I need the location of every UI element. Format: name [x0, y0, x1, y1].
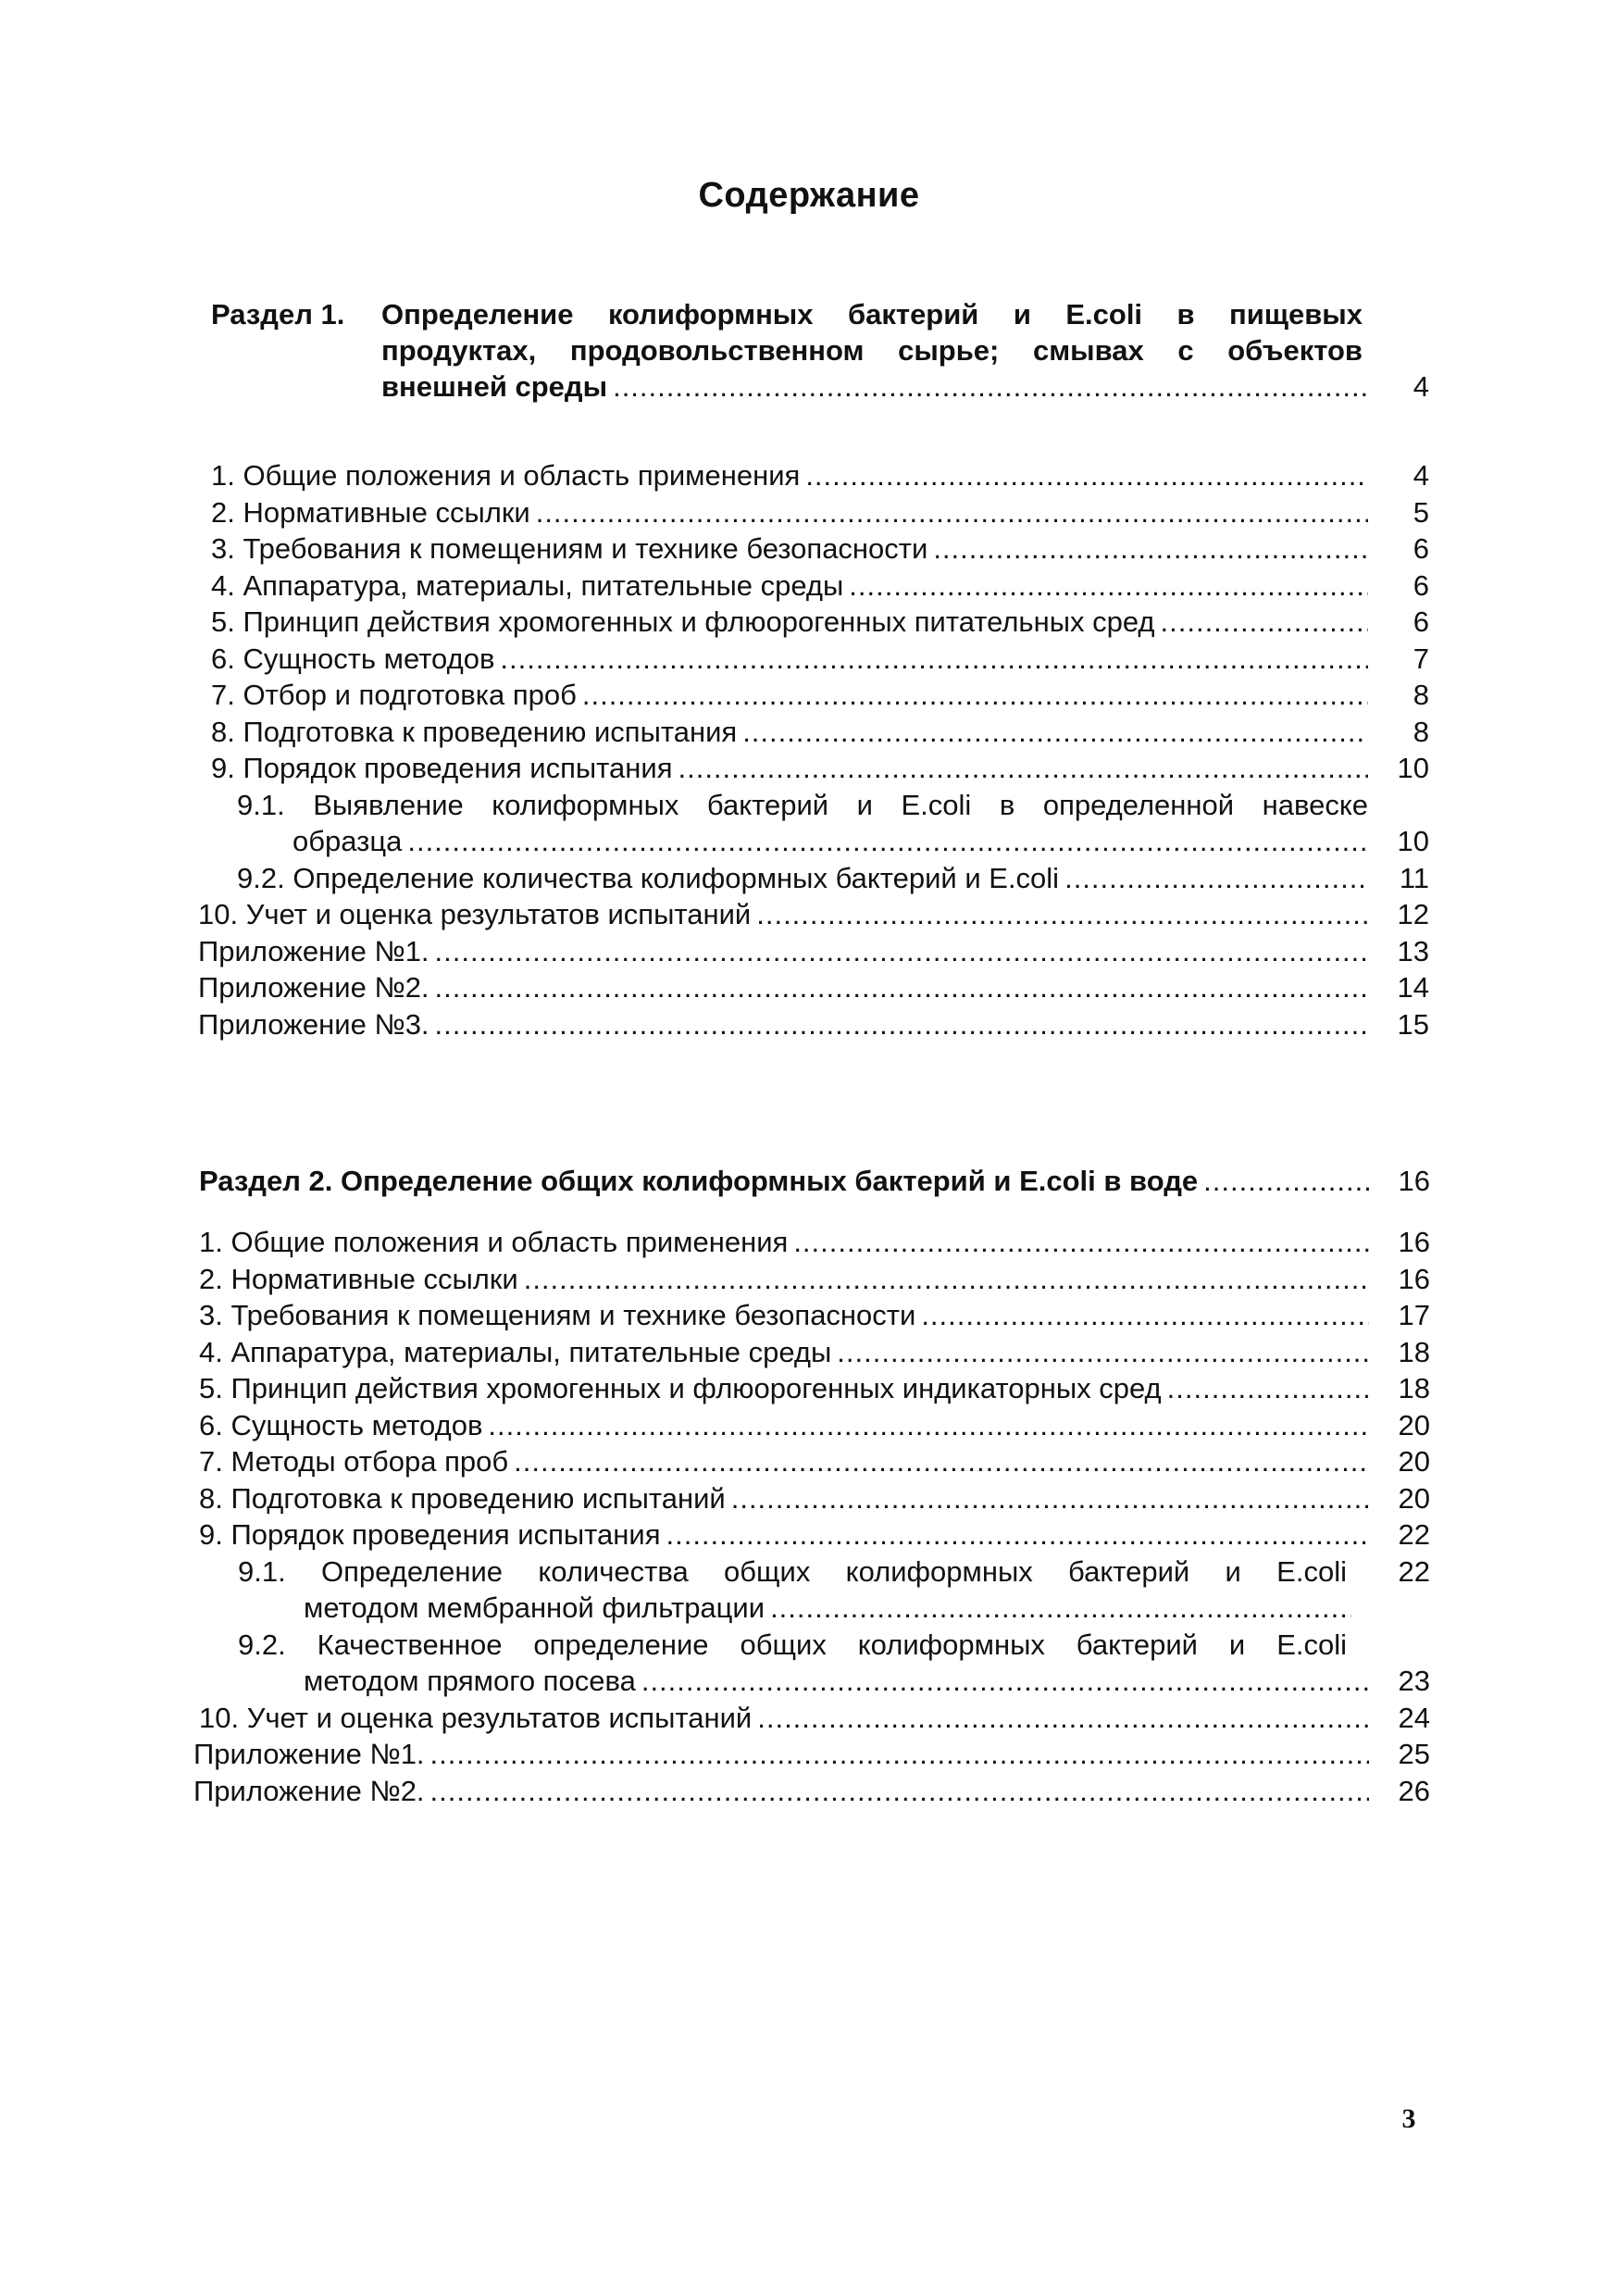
toc-entry-page: 11 [1399, 861, 1429, 894]
dot-leader [524, 1263, 1369, 1296]
toc-entry-page: 10 [1397, 825, 1429, 857]
dot-leader [770, 1591, 1351, 1625]
toc-entry-page: 8 [1413, 715, 1429, 748]
dot-leader [1203, 1165, 1369, 1198]
toc-subentry-text-line1: 9.1. Определение количества общих колиформных бактерий и E.coli [238, 1554, 1347, 1588]
toc-entry-page: 23 [1398, 1665, 1430, 1697]
dot-leader [500, 643, 1368, 676]
toc-entry-text: 1. Общие положения и область применения [199, 1226, 789, 1258]
toc-subentry[interactable] [199, 1591, 1351, 1628]
toc-entry[interactable] [199, 1409, 1430, 1446]
dot-leader [1161, 605, 1369, 639]
toc-entry-page: 6 [1413, 532, 1429, 565]
toc-entry-page: 20 [1398, 1481, 1430, 1515]
toc-entry[interactable] [211, 605, 1429, 643]
section2-toc [193, 1226, 1430, 1811]
toc-subentry[interactable] [211, 789, 1429, 826]
toc-entry[interactable] [199, 1445, 1430, 1482]
toc-entry-page: 10 [1397, 752, 1429, 784]
toc-entry-text: 2. Нормативные ссылки [211, 495, 530, 529]
section1-toc [198, 459, 1429, 1044]
toc-subentry[interactable] [199, 1665, 1430, 1702]
toc-entry-text: 3. Требования к помещениям и технике безопасности [211, 532, 928, 565]
toc-entry[interactable] [198, 1008, 1429, 1045]
toc-entry[interactable] [211, 679, 1429, 716]
page-title: Содержание [698, 176, 920, 215]
toc-entry[interactable] [198, 898, 1429, 935]
toc-entry-page: 7 [1413, 642, 1429, 675]
toc-entry-page: 22 [1398, 1518, 1430, 1551]
section1-title-line2: продуктах, продовольственном сырье; смывах с объектов [381, 334, 1363, 367]
section2-heading[interactable] [199, 1165, 1430, 1202]
toc-entry-page: 26 [1398, 1774, 1430, 1807]
toc-subentry-text-line2: методом мембранной фильтрации [304, 1591, 765, 1624]
toc-entry[interactable] [199, 1518, 1430, 1555]
dot-leader [435, 1008, 1368, 1042]
toc-entry[interactable] [199, 1263, 1430, 1300]
toc-entry[interactable] [199, 1226, 1430, 1263]
toc-subentry[interactable] [199, 1555, 1430, 1592]
dot-leader [488, 1409, 1369, 1442]
dot-leader [742, 716, 1368, 749]
toc-entry-page: 20 [1398, 1408, 1430, 1441]
dot-leader [536, 496, 1368, 530]
toc-entry-page: 6 [1413, 568, 1429, 602]
dot-leader [435, 971, 1368, 1004]
dot-leader [407, 825, 1368, 858]
toc-entry-text: 6. Сущность методов [199, 1408, 483, 1441]
dot-leader [641, 1665, 1369, 1698]
section2-page: 16 [1398, 1165, 1430, 1197]
dot-leader [430, 1775, 1369, 1808]
toc-entry-page: 17 [1398, 1299, 1430, 1331]
dot-leader [756, 898, 1368, 931]
toc-entry-page: 18 [1398, 1372, 1430, 1404]
toc-entry-text: 6. Сущность методов [211, 642, 495, 675]
toc-entry-page: 13 [1397, 934, 1429, 967]
toc-entry[interactable] [211, 569, 1429, 606]
toc-entry[interactable] [198, 971, 1429, 1008]
section1-heading[interactable] [211, 298, 1433, 406]
dot-leader [757, 1702, 1369, 1735]
toc-entry-page: 22 [1398, 1554, 1430, 1588]
dot-leader [1167, 1372, 1369, 1405]
toc-entry-text: 2. Нормативные ссылки [199, 1262, 518, 1295]
toc-entry[interactable] [211, 716, 1429, 753]
toc-entry-text: 10. Учет и оценка результатов испытаний [199, 1701, 753, 1734]
toc-entry-page: 4 [1413, 459, 1429, 492]
toc-subentry-text: 9.2. Определение количества колиформных бактерий и E.coli [237, 861, 1060, 894]
toc-entry-page: 16 [1398, 1226, 1430, 1258]
toc-entry[interactable] [211, 752, 1429, 789]
toc-entry-text: 9. Порядок проведения испытания [211, 752, 673, 784]
toc-entry[interactable] [211, 496, 1429, 533]
toc-entry-text: 10. Учет и оценка результатов испытаний [198, 898, 752, 930]
toc-entry-page: 14 [1397, 971, 1429, 1004]
toc-subentry[interactable] [211, 862, 1429, 899]
toc-entry-text: Приложение №1. [193, 1738, 425, 1770]
toc-entry-page: 25 [1398, 1738, 1430, 1770]
dot-leader [805, 459, 1368, 493]
toc-entry-text: 7. Отбор и подготовка проб [211, 679, 577, 711]
toc-entry-page: 12 [1397, 898, 1429, 930]
toc-entry-text: 4. Аппаратура, материалы, питательные среды [199, 1335, 832, 1368]
dot-leader [837, 1336, 1369, 1369]
dot-leader [933, 532, 1368, 566]
toc-entry[interactable] [198, 935, 1429, 972]
dot-leader [921, 1299, 1369, 1332]
toc-entry-text: Приложение №1. [198, 934, 429, 967]
toc-entry-page: 20 [1398, 1445, 1430, 1478]
toc-entry[interactable] [199, 1372, 1430, 1409]
toc-entry-page: 8 [1413, 679, 1429, 711]
toc-entry-page: 5 [1413, 495, 1429, 529]
toc-entry-page: 15 [1397, 1007, 1429, 1041]
dot-leader [435, 935, 1368, 968]
toc-entry-text: 8. Подготовка к проведению испытания [211, 715, 738, 748]
toc-entry-text: 5. Принцип действия хромогенных и флюорогенных индикаторных сред [199, 1372, 1162, 1404]
toc-entry-text: 4. Аппаратура, материалы, питательные среды [211, 568, 844, 602]
toc-entry-page: 18 [1398, 1335, 1430, 1368]
toc-entry-text: Приложение №2. [198, 971, 429, 1004]
toc-subentry[interactable] [199, 1628, 1430, 1666]
page-number: 3 [1401, 2103, 1416, 2134]
toc-entry-text: Приложение №2. [193, 1774, 425, 1807]
toc-entry-text: 5. Принцип действия хромогенных и флюорогенных питательных сред [211, 605, 1155, 638]
section2-title: Раздел 2. Определение общих колиформных бактерий и E.coli в воде [199, 1165, 1199, 1197]
dot-leader [514, 1445, 1369, 1479]
toc-entry-page: 16 [1398, 1262, 1430, 1295]
toc-entry-page: 6 [1413, 605, 1429, 638]
dot-leader [613, 370, 1368, 404]
dot-leader [849, 569, 1368, 603]
toc-entry[interactable] [211, 532, 1429, 569]
toc-entry-text: 8. Подготовка к проведению испытаний [199, 1481, 726, 1515]
dot-leader [1064, 862, 1368, 895]
section1-title-line3: внешней среды [381, 370, 608, 403]
toc-entry-text: 3. Требования к помещениям и технике безопасности [199, 1299, 916, 1331]
toc-entry-page: 24 [1398, 1701, 1430, 1734]
section1-page: 4 [1413, 370, 1429, 403]
dot-leader [731, 1482, 1369, 1516]
toc-entry[interactable] [211, 459, 1429, 496]
dot-leader [666, 1518, 1369, 1552]
toc-entry[interactable] [199, 1336, 1430, 1373]
toc-subentry[interactable] [211, 825, 1429, 862]
dot-leader [793, 1226, 1369, 1259]
toc-subentry-text-line2: образца [292, 825, 403, 857]
toc-entry[interactable] [199, 1482, 1430, 1519]
toc-entry-text: 7. Методы отбора проб [199, 1445, 509, 1478]
dot-leader [678, 752, 1368, 785]
section1-title-line1: Определение колиформных бактерий и E.coli в пищевых [381, 298, 1363, 331]
toc-entry[interactable] [199, 1299, 1430, 1336]
toc-entry[interactable] [193, 1775, 1430, 1812]
dot-leader [430, 1738, 1369, 1771]
toc-entry[interactable] [199, 1702, 1430, 1739]
toc-entry[interactable] [193, 1738, 1430, 1775]
toc-entry-text: 9. Порядок проведения испытания [199, 1518, 661, 1551]
toc-entry[interactable] [211, 643, 1429, 680]
toc-subentry-text-line1: 9.2. Качественное определение общих колиформных бактерий и E.coli [238, 1628, 1347, 1661]
section1-label: Раздел 1. [211, 298, 345, 331]
toc-entry-text: 1. Общие положения и область применения [211, 459, 801, 492]
dot-leader [582, 679, 1368, 712]
toc-subentry-text-line2: методом прямого посева [304, 1665, 636, 1697]
toc-subentry-text-line1: 9.1. Выявление колиформных бактерий и E.coli в определенной навеске [237, 788, 1368, 821]
toc-entry-text: Приложение №3. [198, 1007, 429, 1041]
